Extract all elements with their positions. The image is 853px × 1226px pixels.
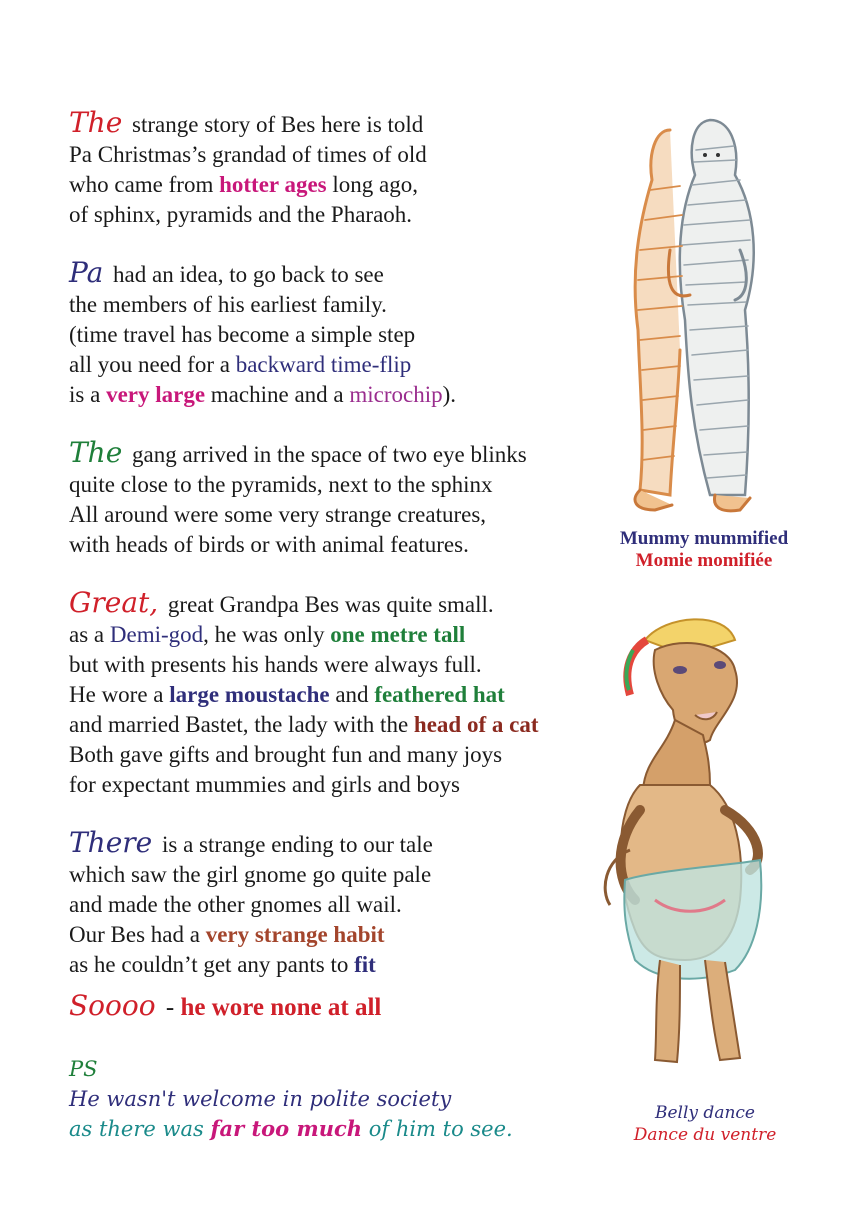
poem-finale — [69, 988, 381, 1026]
text-segment: is a — [69, 382, 107, 407]
text-segment: is a strange ending to our tale — [156, 832, 433, 857]
text-segment: and made the other gnomes all wail. — [69, 892, 402, 917]
drop-word: Pa — [69, 256, 104, 289]
text-segment: large moustache — [169, 682, 330, 707]
poem-line — [69, 350, 589, 380]
drop-word: The — [69, 436, 123, 469]
text-segment: backward time-flip — [235, 352, 412, 377]
poem-line — [69, 680, 589, 710]
mummy-caption-en: Mummy mummified — [619, 528, 789, 549]
text-segment: Pa Christmas’s grandad of times of old — [69, 142, 427, 167]
drop-word: There — [69, 826, 153, 859]
text-segment: microchip — [349, 382, 443, 407]
text-segment: great Grandpa Bes was quite small. — [162, 592, 494, 617]
poem-line — [69, 258, 589, 290]
text-segment: as a — [69, 622, 110, 647]
poem-line — [69, 710, 589, 740]
text-segment: and married Bastet, the lady with the — [69, 712, 414, 737]
text-segment: of him to see. — [362, 1117, 513, 1141]
poem-line — [69, 140, 589, 170]
mummy-illustration — [600, 100, 790, 520]
text-segment: feathered hat — [374, 682, 505, 707]
drop-word: The — [69, 106, 123, 139]
text-segment: very strange habit — [205, 922, 385, 947]
text-segment: the members of his earliest family. — [69, 292, 387, 317]
text-segment: who came from — [69, 172, 220, 197]
poem-line — [69, 320, 589, 350]
text-segment: he wore none at all — [180, 994, 382, 1021]
text-segment: of sphinx, pyramids and the Pharaoh. — [69, 202, 413, 227]
text-segment: long ago, — [326, 172, 418, 197]
poem-line — [69, 530, 589, 560]
text-segment: which saw the girl gnome go quite pale — [69, 862, 432, 887]
text-segment: one metre tall — [330, 622, 466, 647]
text-segment: but with presents his hands were always full. — [69, 652, 482, 677]
poem-line — [69, 740, 589, 770]
stanza-1 — [69, 108, 589, 230]
stanza-4 — [69, 588, 589, 800]
finale-line — [69, 988, 381, 1026]
drop-word: Soooo — [69, 989, 156, 1022]
text-segment: (time travel has become a simple step — [69, 322, 416, 347]
ps-line — [69, 1084, 589, 1114]
text-segment: He wasn't welcome in polite society — [69, 1087, 452, 1111]
poem-line — [69, 890, 589, 920]
camel-caption-fr: Dance du ventre — [633, 1125, 777, 1145]
mummy-caption-fr: Momie momifiée — [635, 550, 773, 571]
camel-caption-en: Belly dance — [655, 1103, 755, 1123]
poem-line — [69, 920, 589, 950]
ps-line — [69, 1114, 589, 1144]
text-segment: head of a cat — [413, 712, 539, 737]
text-segment: as he couldn’t get any pants to — [69, 952, 355, 977]
postscript — [69, 1054, 589, 1144]
text-segment: gang arrived in the space of two eye blinks — [126, 442, 527, 467]
poem-line — [69, 200, 589, 230]
text-segment: Our Bes had a — [69, 922, 206, 947]
text-segment: machine and a — [205, 382, 350, 407]
poem-line — [69, 500, 589, 530]
text-segment: , he was only — [203, 622, 331, 647]
poem-line — [69, 620, 589, 650]
text-segment: had an idea, to go back to see — [107, 262, 384, 287]
text-segment: all you need for a — [69, 352, 236, 377]
text-segment: ). — [442, 382, 457, 407]
text-segment: quite close to the pyramids, next to the sphinx — [69, 472, 493, 497]
drop-word: Great, — [69, 586, 159, 619]
text-segment: far too much — [210, 1116, 363, 1141]
mummy-caption — [584, 528, 824, 572]
text-segment: with heads of birds or with animal features. — [69, 532, 469, 557]
camel-caption — [585, 1102, 825, 1146]
text-segment: - — [159, 994, 181, 1021]
poem-line — [69, 380, 589, 410]
poem-line — [69, 470, 589, 500]
camel-illustration — [585, 610, 785, 1080]
text-segment: and — [329, 682, 375, 707]
poem-line — [69, 860, 589, 890]
text-segment: He wore a — [69, 682, 170, 707]
text-segment: very large — [106, 382, 206, 407]
text-segment: Both gave gifts and brought fun and many joys — [69, 742, 503, 767]
poem-line — [69, 828, 589, 860]
poem-line — [69, 438, 589, 470]
text-segment: as there was — [69, 1117, 211, 1141]
stanza-5 — [69, 828, 589, 980]
poem — [69, 108, 589, 1008]
ps-title: PS — [69, 1057, 98, 1081]
text-segment: for expectant mummies and girls and boys — [69, 772, 460, 797]
poem-line — [69, 588, 589, 620]
poem-line — [69, 290, 589, 320]
text-segment: Demi-god — [109, 622, 204, 647]
text-segment: strange story of Bes here is told — [126, 112, 424, 137]
poem-line — [69, 950, 589, 980]
text-segment: fit — [354, 952, 376, 977]
poem-line — [69, 770, 589, 800]
poem-line — [69, 170, 589, 200]
poem-line — [69, 650, 589, 680]
text-segment: All around were some very strange creatures, — [69, 502, 487, 527]
stanza-2 — [69, 258, 589, 410]
text-segment: hotter ages — [219, 172, 327, 197]
poem-line — [69, 108, 589, 140]
stanza-3 — [69, 438, 589, 560]
